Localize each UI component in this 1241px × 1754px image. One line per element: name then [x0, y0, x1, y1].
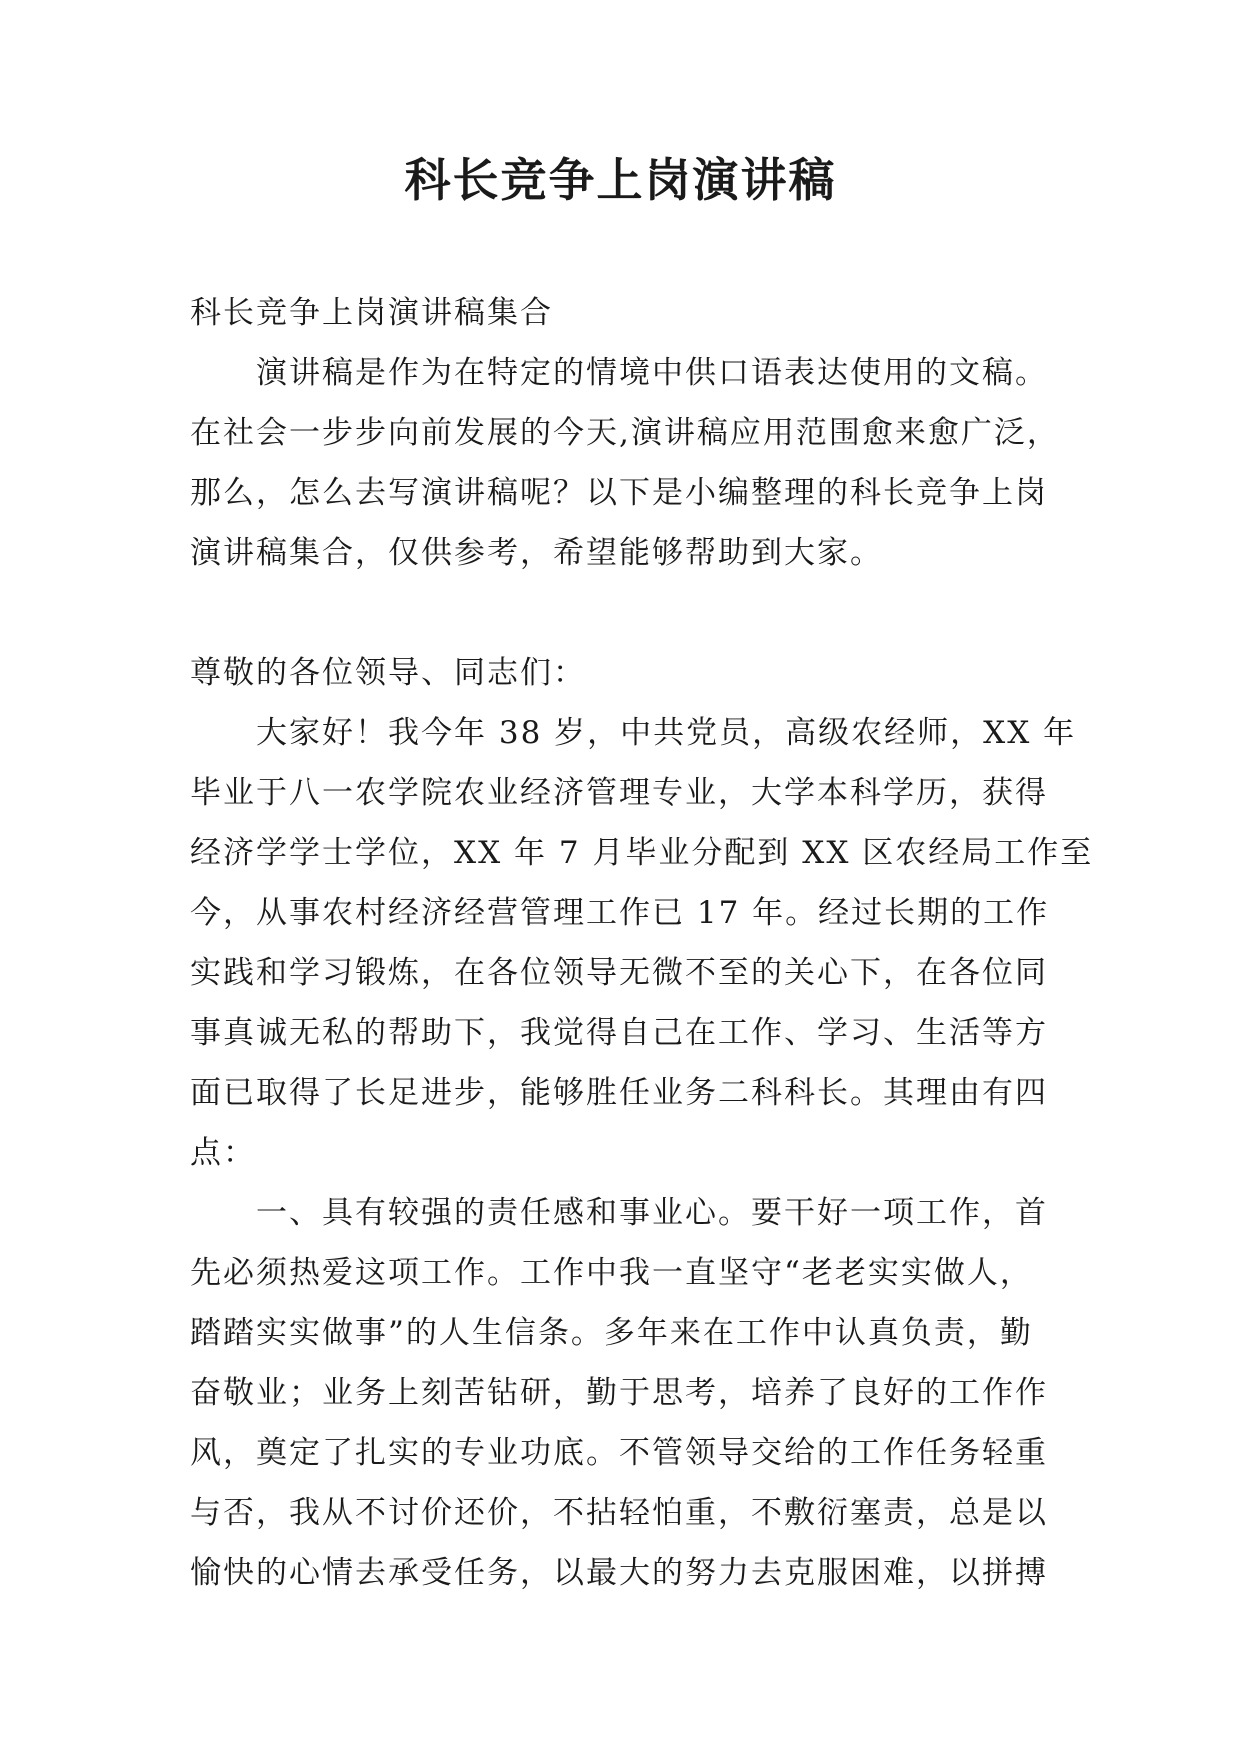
paragraph-line: 奋敬业；业务上刻苦钻研，勤于思考，培养了良好的工作作 [190, 1375, 1048, 1411]
paragraph-line: 与否，我从不讨价还价，不拈轻怕重，不敷衍塞责，总是以 [190, 1495, 1048, 1531]
paragraph-line: 踏踏实实做事”的人生信条。多年来在工作中认真负责，勤 [190, 1315, 1033, 1351]
intro-line: 演讲稿是作为在特定的情境中供口语表达使用的文稿。 [256, 355, 1048, 391]
intro-line: 那么，怎么去写演讲稿呢？以下是小编整理的科长竞争上岗 [190, 475, 1048, 511]
paragraph-line: 毕业于八一农学院农业经济管理专业，大学本科学历，获得 [190, 775, 1048, 811]
salutation: 尊敬的各位领导、同志们： [190, 655, 586, 691]
paragraph-line: 风，奠定了扎实的专业功底。不管领导交给的工作任务轻重 [190, 1435, 1048, 1471]
paragraph-line: 今，从事农村经济经营管理工作已 17 年。经过长期的工作 [190, 895, 1050, 931]
intro-line: 演讲稿集合，仅供参考，希望能够帮助到大家。 [190, 535, 883, 571]
paragraph-line: 先必须热爱这项工作。工作中我一直坚守“老老实实做人， [190, 1255, 1033, 1291]
paragraph-gap [190, 583, 1052, 643]
document-subtitle: 科长竞争上岗演讲稿集合 [190, 295, 553, 331]
paragraph-line: 经济学学士学位，XX 年 7 月毕业分配到 XX 区农经局工作至 [190, 835, 1094, 871]
document-body [190, 283, 1094, 1603]
paragraph-line: 实践和学习锻炼，在各位领导无微不至的关心下，在各位同 [190, 955, 1048, 991]
intro-line: 在社会一步步向前发展的今天,演讲稿应用范围愈来愈广泛， [190, 415, 1060, 451]
paragraph-line: 一、具有较强的责任感和事业心。要干好一项工作，首 [256, 1195, 1048, 1231]
paragraph-line: 面已取得了长足进步，能够胜任业务二科科长。其理由有四 [190, 1075, 1048, 1111]
document-title: 科长竞争上岗演讲稿 [404, 153, 837, 207]
paragraph-line: 点： [190, 1135, 256, 1171]
paragraph-line: 事真诚无私的帮助下，我觉得自己在工作、学习、生活等方 [190, 1015, 1048, 1051]
paragraph-line: 大家好！我今年 38 岁，中共党员，高级农经师，XX 年 [256, 715, 1077, 751]
paragraph-line: 愉快的心情去承受任务，以最大的努力去克服困难，以拼搏 [190, 1555, 1048, 1591]
